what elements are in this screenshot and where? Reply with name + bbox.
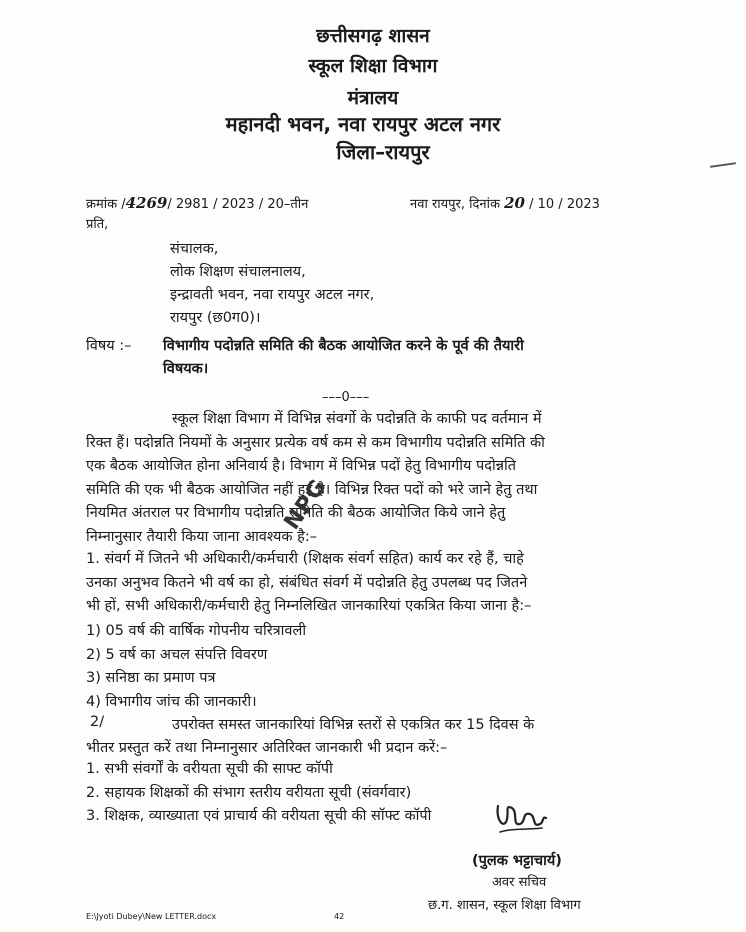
document-list-1 [86, 620, 636, 714]
header-building: महानदी भवन, नवा रायपुर अटल नगर [225, 112, 501, 136]
point-1-line: 1. संवर्ग में जितने भी अधिकारी/कर्मचारी (शिक्षक संवर्ग सहित) कार्य कर रहे हैं, चाहे [86, 551, 524, 567]
date-prefix: नवा रायपुर, दिनांक [410, 197, 500, 212]
reference-handwritten-number: 4269 [125, 194, 168, 212]
list-item: 1) 05 वर्ष की वार्षिक गोपनीय चरित्रावली [86, 623, 307, 639]
header-district: जिला–रायपुर [336, 140, 430, 164]
intro-line: रिक्त हैं। पदोन्नति नियमों के अनुसार प्रत्येक वर्ष कम से कम विभागीय पदोन्नति समिति की [86, 434, 545, 451]
subject-line-2: विषयक। [163, 361, 209, 377]
addressee-line-2: लोक शिक्षण संचालनालय, [170, 264, 306, 280]
list-item: 2) 5 वर्ष का अचल संपत्ति विवरण [86, 646, 268, 663]
to-label: प्रति, [86, 217, 109, 232]
point-2-number: 2/ [90, 714, 105, 730]
reference-number [86, 194, 308, 212]
list-item: 4) विभागीय जांच की जानकारी। [86, 693, 257, 710]
signatory-office: छ.ग. शासन, स्कूल शिक्षा विभाग [428, 898, 581, 913]
header-government: छत्तीसगढ़ शासन [316, 25, 430, 47]
addressee-line-1: संचालक, [170, 241, 219, 257]
footer-page-number: 42 [334, 912, 345, 921]
intro-line: समिति की एक भी बैठक आयोजित नहीं हुई है। विभिन्न रिक्त पदों को भरे जाने हेतु तथा [86, 481, 538, 498]
header-ministry: मंत्रालय [347, 87, 399, 109]
header-department: स्कूल शिक्षा विभाग [308, 55, 438, 77]
intro-line: निम्नानुसार तैयारी किया जाना आवश्यक है:– [86, 528, 317, 545]
addressee-line-3: इन्द्रावती भवन, नवा रायपुर अटल नगर, [170, 287, 375, 303]
signatory-name: (पुलक भट्टाचार्य) [472, 853, 562, 869]
list-item: 3) सनिष्ठा का प्रमाण पत्र [86, 670, 216, 686]
date-suffix: / 10 / 2023 [529, 197, 600, 212]
npg-stamp: NPG [279, 474, 332, 535]
addressee-line-4: रायपुर (छ0ग0)। [170, 310, 261, 326]
divider: –––0––– [322, 390, 370, 405]
subject-line-1: विभागीय पदोन्नति समिति की बैठक आयोजित करने के पूर्व की तैयारी [163, 338, 524, 354]
document-list-2 [86, 758, 636, 829]
reference-suffix: / 2981 / 2023 / 20–तीन [167, 197, 309, 212]
list-item: 3. शिक्षक, व्याख्याता एवं प्राचार्य की वरीयता सूची की सॉफ्ट कॉपी [86, 808, 432, 824]
date-handwritten-day: 20 [504, 194, 525, 212]
intro-line: स्कूल शिक्षा विभाग में विभिन्न संवर्गो के पदोन्नति के काफी पद वर्तमान में [172, 411, 542, 427]
subject-label: विषय :– [86, 338, 132, 354]
reference-date [410, 194, 600, 212]
point-2-line: भीतर प्रस्तुत करें तथा निम्नानुसार अतिरिक्त जानकारी भी प्रदान करें:– [86, 740, 448, 756]
list-item: 2. सहायक शिक्षकों की संभाग स्तरीय वरीयता सूची (संवर्गवार) [86, 784, 412, 801]
point-1-line: उनका अनुभव कितने भी वर्ष का हो, संबंधित संवर्ग में पदोन्नति हेतु उपलब्ध पद जितने [86, 574, 528, 591]
list-item: 1. सभी संवर्गों के वरीयता सूची की साफ्ट कॉपी [86, 761, 333, 777]
intro-line: नियमित अंतराल पर विभागीय पदोन्नति समिति की बैठक आयोजित किये जाने हेतु [86, 505, 506, 521]
point-1-paragraph [86, 548, 636, 619]
intro-line: एक बैठक आयोजित होना अनिवार्य है। विभाग में विभिन्न पदों हेतु विभागीय पदोन्नति [86, 458, 516, 474]
reference-prefix: क्रमांक / [86, 197, 126, 212]
point-2-line: उपरोक्त समस्त जानकारियां विभिन्न स्तरों से एकत्रित कर 15 दिवस के [172, 717, 535, 733]
point-1-line: भी हों, सभी अधिकारी/कर्मचारी हेतु निम्नलिखित जानकारियां एकत्रित किया जाना है:– [86, 598, 532, 614]
signatory-designation: अवर सचिव [492, 875, 547, 890]
footer-file-path: E:\Jyoti Dubey\New LETTER.docx [86, 912, 217, 921]
intro-paragraph [86, 408, 636, 549]
signature-icon [492, 798, 548, 842]
